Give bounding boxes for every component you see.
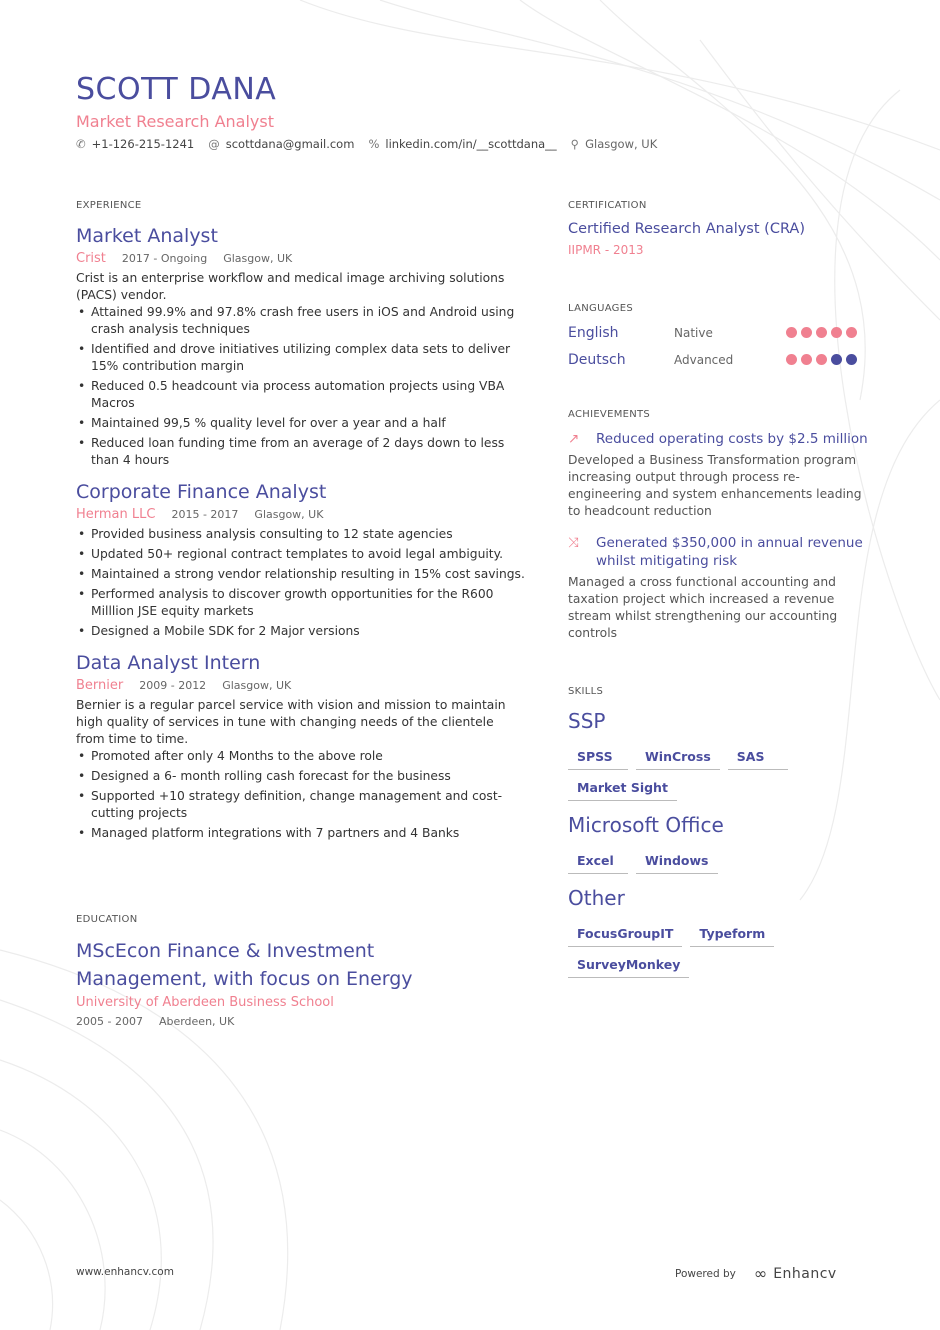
job-dates: 2015 - 2017: [171, 508, 239, 521]
edu-location: Aberdeen, UK: [158, 1015, 235, 1028]
rating-dot: [786, 327, 797, 338]
bullet: • Updated 50+ regional contract templates to avoid legal ambiguity.: [76, 546, 526, 563]
section-heading: LANGUAGES: [568, 303, 633, 314]
skill-tag: Typeform: [690, 926, 774, 947]
rating-dots: [786, 354, 857, 365]
language-name: Deutsch: [568, 351, 626, 368]
cert-name: Certified Research Analyst (CRA): [568, 221, 806, 237]
contact-bar: [76, 137, 657, 151]
degree: MScEcon Finance & Investment Management, with focus on Energy: [76, 940, 413, 990]
powered-by: Powered by: [675, 1267, 736, 1280]
skill-tag: Market Sight: [568, 780, 677, 801]
skill-tag: SPSS: [568, 749, 628, 770]
job-meta: [76, 678, 526, 693]
skills-section: [568, 686, 868, 986]
skill-tag: Excel: [568, 853, 628, 874]
skill-tag: SurveyMonkey: [568, 957, 689, 978]
bullet: • Provided business analysis consulting to 12 state agencies: [76, 526, 526, 543]
languages-section: [568, 303, 868, 373]
location-pin-icon: ⚲: [570, 137, 580, 151]
achievements-section: [568, 409, 868, 656]
phone-icon: ✆: [76, 137, 86, 151]
job-meta: [76, 507, 526, 522]
job-location: Glasgow, UK: [222, 679, 292, 692]
language-name: English: [568, 324, 619, 341]
rating-dots: [786, 327, 857, 338]
skill-tags: [568, 853, 868, 874]
section-heading: EDUCATION: [76, 914, 138, 925]
job-description: Crist is an enterprise workflow and medical image archiving solutions (PACS) vendor.: [76, 271, 505, 302]
bullet: • Supported +10 strategy definition, change management and cost-cutting projects: [76, 788, 526, 822]
job-bullets: [76, 526, 526, 640]
rating-dot: [786, 354, 797, 365]
at-icon: @: [208, 137, 220, 151]
skill-tag: FocusGroupIT: [568, 926, 682, 947]
achievement-title: Reduced operating costs by $2.5 million: [596, 431, 868, 447]
job-location: Glasgow, UK: [223, 252, 293, 265]
chart-line-icon: ↗: [568, 431, 580, 447]
bullet: • Designed a 6- month rolling cash forecast for the business: [76, 768, 526, 785]
skill-tag: SAS: [728, 749, 788, 770]
job-bullets: [76, 748, 526, 842]
bullet: • Attained 99.9% and 97.8% crash free users in iOS and Android using crash analysis techniques: [76, 304, 526, 338]
candidate-title: Market Research Analyst: [76, 112, 274, 131]
achievement-description: Managed a cross functional accounting and taxation project which increased a revenue stream whilst strengthening our accounting controls: [568, 575, 838, 640]
bullet: • Designed a Mobile SDK for 2 Major versions: [76, 623, 526, 640]
section-heading: SKILLS: [568, 686, 604, 697]
company: Herman LLC: [76, 507, 156, 522]
job-bullets: [76, 304, 526, 469]
rating-dot: [816, 354, 827, 365]
rating-dot: [846, 354, 857, 365]
job-title: Corporate Finance Analyst: [76, 481, 327, 503]
enhancv-logo-icon: ∞: [753, 1264, 768, 1283]
school: University of Aberdeen Business School: [76, 995, 334, 1010]
language-level: Advanced: [674, 352, 734, 367]
bullet: • Reduced 0.5 headcount via process automation projects using VBA Macros: [76, 378, 526, 412]
skill-group-title: Microsoft Office: [568, 813, 724, 837]
footer-website[interactable]: www.enhancv.com: [76, 1266, 174, 1278]
bullet: • Maintained a strong vendor relationship resulting in 15% cost savings.: [76, 566, 526, 583]
skill-tag: WinCross: [636, 749, 720, 770]
phone: +1-126-215-1241: [91, 137, 195, 151]
linkedin-link[interactable]: linkedin.com/in/__scottdana__: [385, 137, 557, 151]
language-level: Native: [674, 325, 713, 340]
job-meta: [76, 251, 526, 266]
company: Crist: [76, 251, 106, 266]
achievement-title-row: [568, 534, 868, 570]
job-entry: [76, 225, 526, 469]
rating-dot: [846, 327, 857, 338]
language-row: [568, 319, 868, 346]
skill-group-title: SSP: [568, 709, 606, 733]
rating-dot: [801, 354, 812, 365]
rating-dot: [801, 327, 812, 338]
brand: Enhancv: [773, 1265, 837, 1282]
shuffle-icon: ⤨: [568, 535, 579, 551]
rating-dot: [831, 327, 842, 338]
job-entry: [76, 652, 526, 842]
language-row: [568, 346, 868, 373]
cert-issuer: IIPMR - 2013: [568, 243, 644, 257]
job-title: Data Analyst Intern: [76, 652, 261, 674]
bullet: • Reduced loan funding time from an average of 2 days down to less than 4 hours: [76, 435, 526, 469]
skill-tags: [568, 926, 868, 978]
section-heading: CERTIFICATION: [568, 200, 647, 211]
candidate-name: SCOTT DANA: [76, 72, 277, 107]
link-icon: %: [368, 137, 380, 151]
achievement-title: Generated $350,000 in annual revenue whilst mitigating risk: [596, 535, 863, 569]
job-dates: 2017 - Ongoing: [121, 252, 208, 265]
job-dates: 2009 - 2012: [139, 679, 207, 692]
skill-tag: Windows: [636, 853, 718, 874]
bullet: • Maintained 99,5 % quality level for over a year and a half: [76, 415, 526, 432]
job-location: Glasgow, UK: [254, 508, 324, 521]
section-heading: ACHIEVEMENTS: [568, 409, 651, 420]
job-title: Market Analyst: [76, 225, 218, 247]
section-heading: EXPERIENCE: [76, 200, 142, 211]
skill-group-title: Other: [568, 886, 625, 910]
footer-brand: [675, 1264, 837, 1283]
company: Bernier: [76, 678, 124, 693]
bullet: • Managed platform integrations with 7 partners and 4 Banks: [76, 825, 526, 842]
bullet: • Performed analysis to discover growth opportunities for the R600 Milllion JSE equity markets: [76, 586, 526, 620]
edu-dates: 2005 - 2007: [76, 1015, 143, 1028]
rating-dot: [831, 354, 842, 365]
education-section: [76, 914, 526, 1032]
bullet: • Identified and drove initiatives utilizing complex data sets to deliver 15% contribution margin: [76, 341, 526, 375]
experience-section: [76, 200, 526, 854]
location: Glasgow, UK: [585, 137, 658, 151]
email-link[interactable]: scottdana@gmail.com: [225, 137, 355, 151]
bullet: • Promoted after only 4 Months to the above role: [76, 748, 526, 765]
rating-dot: [816, 327, 827, 338]
achievement-description: Developed a Business Transformation program increasing output through process re-engineering and system enhancements leading to headcount reduction: [568, 453, 862, 518]
certification-section: [568, 200, 868, 257]
skill-tags: [568, 749, 868, 801]
achievement-title-row: [568, 430, 868, 448]
job-entry: [76, 481, 526, 640]
job-description: Bernier is a regular parcel service with vision and mission to maintain high quality of services in tune with changing needs of the clientele from time to time.: [76, 698, 506, 746]
